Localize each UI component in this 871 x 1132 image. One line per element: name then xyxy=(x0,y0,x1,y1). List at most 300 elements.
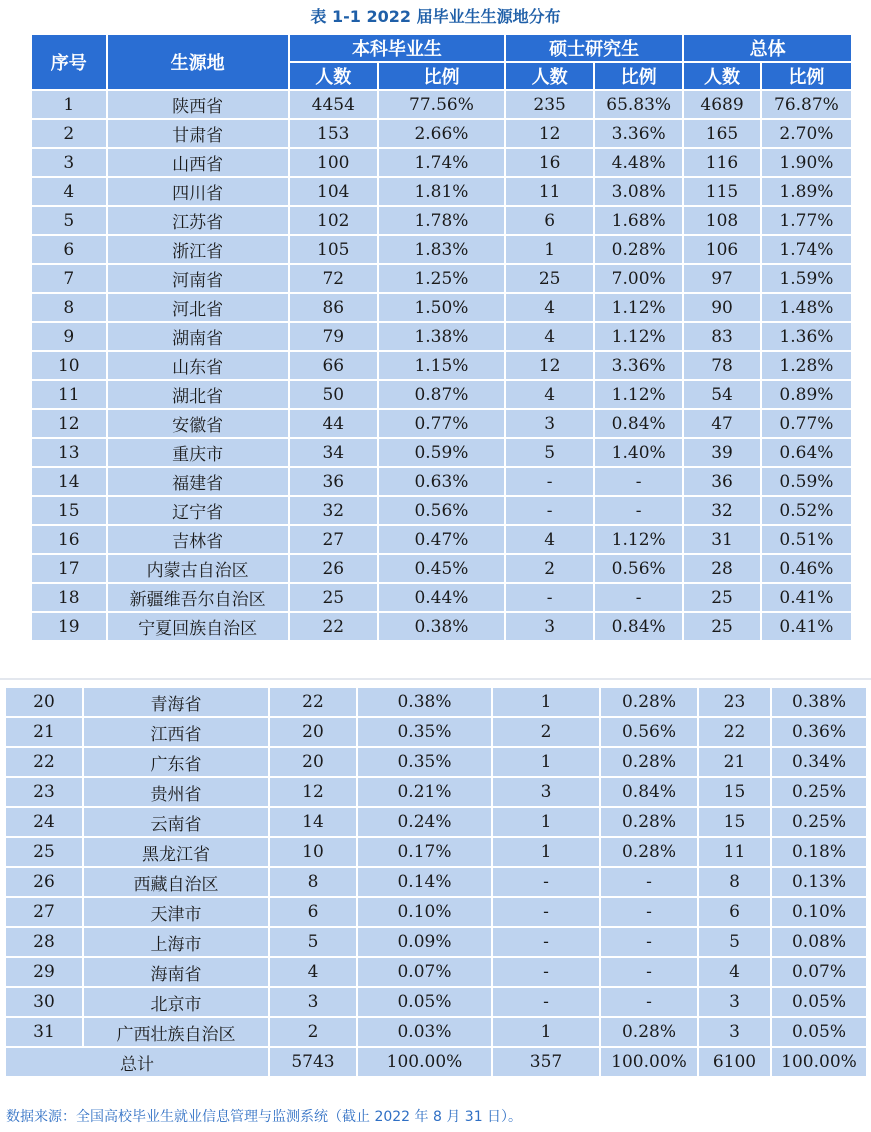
row-origin: 辽宁省 xyxy=(107,496,289,525)
row-origin: 河南省 xyxy=(107,264,289,293)
row-origin: 江西省 xyxy=(83,717,269,747)
master-count: 4 xyxy=(505,322,594,351)
undergrad-count: 100 xyxy=(289,148,378,177)
undergrad-ratio: 0.63% xyxy=(378,467,505,496)
total-count: 97 xyxy=(683,264,761,293)
table-row xyxy=(5,837,867,867)
row-index: 28 xyxy=(5,927,83,957)
master-count: 3 xyxy=(505,612,594,641)
row-origin: 黑龙江省 xyxy=(83,837,269,867)
table-row xyxy=(31,380,852,409)
row-origin: 上海市 xyxy=(83,927,269,957)
row-origin: 江苏省 xyxy=(107,206,289,235)
undergrad-count: 153 xyxy=(289,119,378,148)
header-total-ratio: 比例 xyxy=(761,62,852,90)
total-count: 15 xyxy=(698,777,771,807)
master-ratio: 0.84% xyxy=(600,777,698,807)
master-count: 1 xyxy=(492,807,600,837)
undergrad-count: 105 xyxy=(289,235,378,264)
undergrad-ratio: 0.07% xyxy=(357,957,492,987)
total-count: 8 xyxy=(698,867,771,897)
master-count: - xyxy=(492,927,600,957)
row-origin: 新疆维吾尔自治区 xyxy=(107,583,289,612)
master-count: 1 xyxy=(492,747,600,777)
header-total-count: 人数 xyxy=(683,62,761,90)
row-index: 5 xyxy=(31,206,107,235)
total-count: 28 xyxy=(683,554,761,583)
row-origin: 宁夏回族自治区 xyxy=(107,612,289,641)
row-index: 30 xyxy=(5,987,83,1017)
master-ratio: 65.83% xyxy=(594,90,683,119)
row-index: 17 xyxy=(31,554,107,583)
undergrad-ratio: 0.35% xyxy=(357,717,492,747)
master-ratio: 0.84% xyxy=(594,409,683,438)
row-origin: 安徽省 xyxy=(107,409,289,438)
undergrad-ratio: 0.05% xyxy=(357,987,492,1017)
table-row xyxy=(31,235,852,264)
total-ratio: 0.05% xyxy=(771,1017,867,1047)
table-row xyxy=(5,807,867,837)
master-ratio: 1.40% xyxy=(594,438,683,467)
total-all-ratio: 100.00% xyxy=(771,1047,867,1077)
table-body-2 xyxy=(5,687,867,1047)
undergrad-count: 104 xyxy=(289,177,378,206)
master-ratio: - xyxy=(600,987,698,1017)
table-row xyxy=(31,438,852,467)
master-count: 4 xyxy=(505,380,594,409)
undergrad-count: 4454 xyxy=(289,90,378,119)
total-count: 47 xyxy=(683,409,761,438)
total-ratio: 0.25% xyxy=(771,807,867,837)
master-ratio: - xyxy=(600,957,698,987)
row-origin: 湖南省 xyxy=(107,322,289,351)
undergrad-count: 8 xyxy=(269,867,357,897)
table-row xyxy=(5,867,867,897)
total-ratio: 0.41% xyxy=(761,612,852,641)
row-origin: 天津市 xyxy=(83,897,269,927)
total-ratio: 1.89% xyxy=(761,177,852,206)
row-index: 2 xyxy=(31,119,107,148)
table-row xyxy=(31,177,852,206)
master-count: 1 xyxy=(492,687,600,717)
row-index: 20 xyxy=(5,687,83,717)
master-count: 4 xyxy=(505,525,594,554)
undergrad-ratio: 0.24% xyxy=(357,807,492,837)
undergrad-ratio: 0.77% xyxy=(378,409,505,438)
table-row xyxy=(31,264,852,293)
row-origin: 山西省 xyxy=(107,148,289,177)
total-ratio: 0.36% xyxy=(771,717,867,747)
row-origin: 内蒙古自治区 xyxy=(107,554,289,583)
total-count: 36 xyxy=(683,467,761,496)
table-title: 表 1-1 2022 届毕业生生源地分布 xyxy=(310,7,561,26)
total-ratio: 0.05% xyxy=(771,987,867,1017)
row-origin: 甘肃省 xyxy=(107,119,289,148)
master-count: 1 xyxy=(505,235,594,264)
total-count: 106 xyxy=(683,235,761,264)
header-undergrad-count: 人数 xyxy=(289,62,378,90)
master-count: 1 xyxy=(492,837,600,867)
table-row xyxy=(31,467,852,496)
master-count: 25 xyxy=(505,264,594,293)
total-ratio: 1.74% xyxy=(761,235,852,264)
undergrad-count: 12 xyxy=(269,777,357,807)
row-origin: 福建省 xyxy=(107,467,289,496)
total-ratio: 0.38% xyxy=(771,687,867,717)
master-ratio: 3.36% xyxy=(594,119,683,148)
total-ratio: 0.46% xyxy=(761,554,852,583)
total-count: 39 xyxy=(683,438,761,467)
table-row xyxy=(31,322,852,351)
table-row xyxy=(5,687,867,717)
total-count: 32 xyxy=(683,496,761,525)
master-ratio: 3.36% xyxy=(594,351,683,380)
undergrad-count: 66 xyxy=(289,351,378,380)
total-ratio: 0.51% xyxy=(761,525,852,554)
master-count: 2 xyxy=(505,554,594,583)
master-count: 235 xyxy=(505,90,594,119)
undergrad-ratio: 0.45% xyxy=(378,554,505,583)
undergrad-count: 22 xyxy=(269,687,357,717)
undergrad-count: 34 xyxy=(289,438,378,467)
undergrad-count: 20 xyxy=(269,747,357,777)
master-ratio: - xyxy=(594,583,683,612)
row-index: 14 xyxy=(31,467,107,496)
row-origin: 青海省 xyxy=(83,687,269,717)
master-ratio: - xyxy=(594,496,683,525)
undergrad-ratio: 1.25% xyxy=(378,264,505,293)
total-count: 15 xyxy=(698,807,771,837)
total-count: 4689 xyxy=(683,90,761,119)
row-index: 7 xyxy=(31,264,107,293)
total-ratio: 0.34% xyxy=(771,747,867,777)
total-master-ratio: 100.00% xyxy=(600,1047,698,1077)
undergrad-count: 14 xyxy=(269,807,357,837)
row-index: 22 xyxy=(5,747,83,777)
undergrad-count: 79 xyxy=(289,322,378,351)
header-master: 硕士研究生 xyxy=(505,34,683,62)
row-index: 16 xyxy=(31,525,107,554)
table-row xyxy=(31,583,852,612)
row-origin: 山东省 xyxy=(107,351,289,380)
master-count: 11 xyxy=(505,177,594,206)
total-count: 23 xyxy=(698,687,771,717)
row-index: 9 xyxy=(31,322,107,351)
total-ratio: 0.18% xyxy=(771,837,867,867)
master-ratio: 1.68% xyxy=(594,206,683,235)
row-origin: 四川省 xyxy=(107,177,289,206)
undergrad-count: 25 xyxy=(289,583,378,612)
row-origin: 北京市 xyxy=(83,987,269,1017)
table-body-1 xyxy=(31,90,852,641)
row-index: 25 xyxy=(5,837,83,867)
table-row xyxy=(31,293,852,322)
undergrad-ratio: 1.83% xyxy=(378,235,505,264)
undergrad-ratio: 0.35% xyxy=(357,747,492,777)
total-count: 54 xyxy=(683,380,761,409)
undergrad-ratio: 0.03% xyxy=(357,1017,492,1047)
total-all-count: 6100 xyxy=(698,1047,771,1077)
master-count: - xyxy=(505,496,594,525)
total-label: 总计 xyxy=(5,1047,269,1077)
undergrad-ratio: 1.50% xyxy=(378,293,505,322)
total-count: 6 xyxy=(698,897,771,927)
row-origin: 陕西省 xyxy=(107,90,289,119)
total-ratio: 0.10% xyxy=(771,897,867,927)
row-index: 18 xyxy=(31,583,107,612)
master-count: - xyxy=(505,467,594,496)
total-count: 31 xyxy=(683,525,761,554)
total-master-count: 357 xyxy=(492,1047,600,1077)
master-ratio: 7.00% xyxy=(594,264,683,293)
row-origin: 贵州省 xyxy=(83,777,269,807)
master-ratio: - xyxy=(600,897,698,927)
row-origin: 吉林省 xyxy=(107,525,289,554)
row-index: 6 xyxy=(31,235,107,264)
total-ratio: 76.87% xyxy=(761,90,852,119)
undergrad-ratio: 0.09% xyxy=(357,927,492,957)
row-index: 3 xyxy=(31,148,107,177)
master-count: 4 xyxy=(505,293,594,322)
header-master-ratio: 比例 xyxy=(594,62,683,90)
table-row xyxy=(5,747,867,777)
row-index: 31 xyxy=(5,1017,83,1047)
master-count: 6 xyxy=(505,206,594,235)
total-undergrad-ratio: 100.00% xyxy=(357,1047,492,1077)
row-index: 19 xyxy=(31,612,107,641)
master-ratio: 3.08% xyxy=(594,177,683,206)
row-index: 23 xyxy=(5,777,83,807)
undergrad-ratio: 0.14% xyxy=(357,867,492,897)
total-ratio: 0.59% xyxy=(761,467,852,496)
table-row xyxy=(5,777,867,807)
undergrad-count: 3 xyxy=(269,987,357,1017)
undergrad-count: 20 xyxy=(269,717,357,747)
row-index: 15 xyxy=(31,496,107,525)
master-ratio: 1.12% xyxy=(594,525,683,554)
row-index: 11 xyxy=(31,380,107,409)
master-count: 12 xyxy=(505,351,594,380)
total-ratio: 0.64% xyxy=(761,438,852,467)
row-index: 26 xyxy=(5,867,83,897)
master-ratio: 0.28% xyxy=(594,235,683,264)
total-count: 25 xyxy=(683,612,761,641)
master-ratio: 1.12% xyxy=(594,380,683,409)
undergrad-ratio: 1.81% xyxy=(378,177,505,206)
row-origin: 湖北省 xyxy=(107,380,289,409)
total-count: 78 xyxy=(683,351,761,380)
master-ratio: 0.28% xyxy=(600,1017,698,1047)
undergrad-ratio: 1.74% xyxy=(378,148,505,177)
table-row xyxy=(5,957,867,987)
table-row xyxy=(31,409,852,438)
master-ratio: - xyxy=(600,867,698,897)
total-ratio: 0.52% xyxy=(761,496,852,525)
undergrad-count: 2 xyxy=(269,1017,357,1047)
total-undergrad-count: 5743 xyxy=(269,1047,357,1077)
table-row xyxy=(5,717,867,747)
row-index: 13 xyxy=(31,438,107,467)
total-ratio: 1.36% xyxy=(761,322,852,351)
total-count: 21 xyxy=(698,747,771,777)
master-count: - xyxy=(492,897,600,927)
master-count: - xyxy=(492,987,600,1017)
undergrad-ratio: 0.10% xyxy=(357,897,492,927)
total-ratio: 0.89% xyxy=(761,380,852,409)
row-index: 27 xyxy=(5,897,83,927)
row-origin: 重庆市 xyxy=(107,438,289,467)
master-count: 16 xyxy=(505,148,594,177)
master-ratio: - xyxy=(594,467,683,496)
header-undergrad-ratio: 比例 xyxy=(378,62,505,90)
total-ratio: 0.13% xyxy=(771,867,867,897)
row-origin: 海南省 xyxy=(83,957,269,987)
total-count: 116 xyxy=(683,148,761,177)
undergrad-count: 86 xyxy=(289,293,378,322)
total-count: 11 xyxy=(698,837,771,867)
table-row xyxy=(5,897,867,927)
total-ratio: 1.90% xyxy=(761,148,852,177)
table-row xyxy=(5,1017,867,1047)
undergrad-ratio: 0.47% xyxy=(378,525,505,554)
master-ratio: 0.28% xyxy=(600,687,698,717)
master-count: - xyxy=(505,583,594,612)
origin-table-part-1 xyxy=(30,33,853,642)
undergrad-count: 5 xyxy=(269,927,357,957)
master-count: - xyxy=(492,867,600,897)
row-origin: 广东省 xyxy=(83,747,269,777)
master-count: 2 xyxy=(492,717,600,747)
undergrad-count: 102 xyxy=(289,206,378,235)
master-ratio: 0.56% xyxy=(600,717,698,747)
row-origin: 广西壮族自治区 xyxy=(83,1017,269,1047)
total-ratio: 1.28% xyxy=(761,351,852,380)
master-ratio: 0.28% xyxy=(600,837,698,867)
total-count: 108 xyxy=(683,206,761,235)
undergrad-ratio: 1.38% xyxy=(378,322,505,351)
undergrad-ratio: 1.78% xyxy=(378,206,505,235)
table-row xyxy=(31,612,852,641)
origin-table-part-2 xyxy=(4,686,868,1078)
undergrad-ratio: 77.56% xyxy=(378,90,505,119)
total-count: 3 xyxy=(698,1017,771,1047)
table-row xyxy=(31,206,852,235)
undergrad-ratio: 0.38% xyxy=(378,612,505,641)
undergrad-ratio: 0.87% xyxy=(378,380,505,409)
row-index: 10 xyxy=(31,351,107,380)
row-index: 8 xyxy=(31,293,107,322)
master-ratio: 1.12% xyxy=(594,322,683,351)
undergrad-count: 4 xyxy=(269,957,357,987)
undergrad-ratio: 0.44% xyxy=(378,583,505,612)
row-index: 29 xyxy=(5,957,83,987)
master-ratio: 4.48% xyxy=(594,148,683,177)
undergrad-ratio: 0.56% xyxy=(378,496,505,525)
undergrad-count: 26 xyxy=(289,554,378,583)
master-count: 1 xyxy=(492,1017,600,1047)
row-index: 12 xyxy=(31,409,107,438)
master-ratio: 0.28% xyxy=(600,747,698,777)
master-count: 12 xyxy=(505,119,594,148)
total-count: 90 xyxy=(683,293,761,322)
row-index: 21 xyxy=(5,717,83,747)
total-ratio: 1.48% xyxy=(761,293,852,322)
undergrad-count: 36 xyxy=(289,467,378,496)
row-origin: 云南省 xyxy=(83,807,269,837)
total-ratio: 0.77% xyxy=(761,409,852,438)
total-count: 22 xyxy=(698,717,771,747)
table-row xyxy=(5,987,867,1017)
row-origin: 河北省 xyxy=(107,293,289,322)
master-count: - xyxy=(492,957,600,987)
header-total: 总体 xyxy=(683,34,852,62)
master-count: 5 xyxy=(505,438,594,467)
master-count: 3 xyxy=(492,777,600,807)
table-row xyxy=(31,119,852,148)
header-master-count: 人数 xyxy=(505,62,594,90)
undergrad-count: 10 xyxy=(269,837,357,867)
undergrad-count: 27 xyxy=(289,525,378,554)
row-index: 1 xyxy=(31,90,107,119)
master-ratio: 0.84% xyxy=(594,612,683,641)
data-source-note: 数据来源：全国高校毕业生就业信息管理与监测系统（截止 2022 年 8 月 31 日）。 xyxy=(6,1109,523,1125)
undergrad-count: 72 xyxy=(289,264,378,293)
total-count: 3 xyxy=(698,987,771,1017)
table-row xyxy=(31,554,852,583)
header-index: 序号 xyxy=(31,34,107,90)
total-count: 4 xyxy=(698,957,771,987)
header-undergrad: 本科毕业生 xyxy=(289,34,505,62)
header-origin: 生源地 xyxy=(107,34,289,90)
master-ratio: 0.28% xyxy=(600,807,698,837)
table-row xyxy=(31,496,852,525)
master-ratio: 0.56% xyxy=(594,554,683,583)
total-ratio: 0.25% xyxy=(771,777,867,807)
undergrad-count: 44 xyxy=(289,409,378,438)
total-count: 25 xyxy=(683,583,761,612)
undergrad-ratio: 0.38% xyxy=(357,687,492,717)
table-row xyxy=(31,90,852,119)
undergrad-count: 32 xyxy=(289,496,378,525)
undergrad-count: 6 xyxy=(269,897,357,927)
total-ratio: 0.07% xyxy=(771,957,867,987)
page-divider xyxy=(0,678,871,680)
total-ratio: 0.08% xyxy=(771,927,867,957)
undergrad-ratio: 2.66% xyxy=(378,119,505,148)
undergrad-ratio: 0.59% xyxy=(378,438,505,467)
row-origin: 西藏自治区 xyxy=(83,867,269,897)
total-count: 115 xyxy=(683,177,761,206)
total-ratio: 0.41% xyxy=(761,583,852,612)
undergrad-count: 50 xyxy=(289,380,378,409)
table-row xyxy=(31,351,852,380)
master-count: 3 xyxy=(505,409,594,438)
total-count: 165 xyxy=(683,119,761,148)
table-row xyxy=(5,927,867,957)
row-index: 24 xyxy=(5,807,83,837)
row-origin: 浙江省 xyxy=(107,235,289,264)
undergrad-count: 22 xyxy=(289,612,378,641)
total-ratio: 1.59% xyxy=(761,264,852,293)
total-count: 5 xyxy=(698,927,771,957)
undergrad-ratio: 0.17% xyxy=(357,837,492,867)
total-count: 83 xyxy=(683,322,761,351)
undergrad-ratio: 1.15% xyxy=(378,351,505,380)
row-index: 4 xyxy=(31,177,107,206)
table-row xyxy=(31,148,852,177)
total-ratio: 1.77% xyxy=(761,206,852,235)
table-row xyxy=(31,525,852,554)
